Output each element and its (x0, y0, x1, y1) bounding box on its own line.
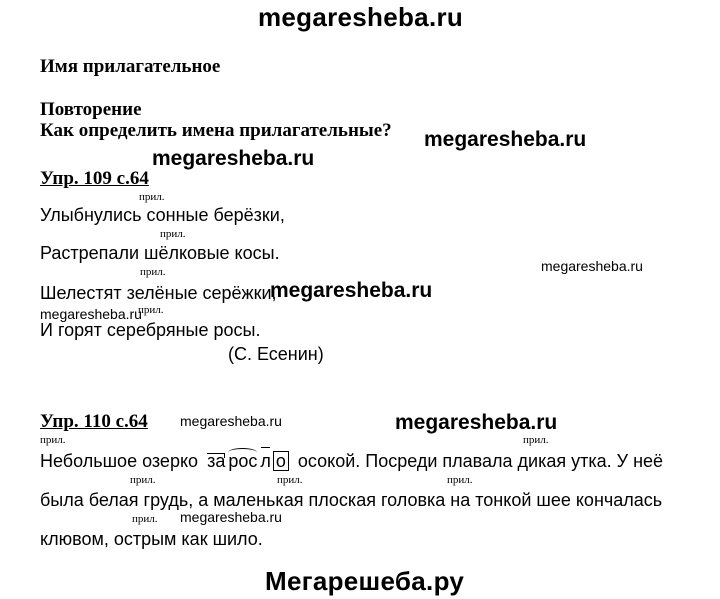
section-title: Имя прилагательное (40, 56, 221, 77)
section-question: Как определить имена прилагательные? (40, 120, 392, 141)
adjective-mark: прил. (40, 434, 66, 446)
text-line: клювом, острым как шило. (40, 529, 263, 549)
adjective-mark: прил. (140, 266, 166, 278)
adjective-mark: прил. (160, 228, 186, 240)
section-subtitle: Повторение (40, 99, 142, 120)
watermark-top: megaresheba.ru (258, 2, 464, 32)
poem-line: Растрепали шёлковые косы. (40, 243, 280, 263)
poem-line: Шелестят зелёные серёжки, (40, 283, 277, 303)
watermark: megaresheba.ru (541, 258, 643, 274)
poem-author: (С. Есенин) (228, 344, 324, 364)
watermark: megaresheba.ru (395, 411, 558, 434)
adjective-mark: прил. (277, 474, 303, 486)
exercise-number: Упр. 109 с.64 (40, 168, 149, 189)
prefix: за (207, 451, 226, 471)
adjective-mark: прил. (139, 191, 165, 203)
text-line: была белая грудь, а маленькая плоская головка на тонкой шее кончалась (40, 490, 663, 510)
watermark: megaresheba.ru (152, 147, 315, 170)
adjective-mark: прил. (523, 434, 549, 446)
root: рос (228, 451, 258, 471)
watermark-bottom: Мегарешеба.ру (265, 566, 465, 596)
poem-line: Улыбнулись сонные берёзки, (40, 205, 285, 225)
watermark: megaresheba.ru (270, 279, 433, 302)
text-fragment: Небольшое озерко (40, 451, 199, 471)
adjective-mark: прил. (132, 513, 158, 525)
poem-line: И горят серебряные росы. (40, 320, 261, 340)
watermark: megaresheba.ru (180, 509, 282, 525)
text-line (40, 451, 663, 472)
adjective-mark: прил. (130, 474, 156, 486)
watermark: megaresheba.ru (180, 413, 282, 429)
text-fragment: осокой. Посреди плавала дикая утка. У неё (297, 451, 664, 471)
watermark: megaresheba.ru (40, 306, 142, 322)
adjective-mark: прил. (447, 474, 473, 486)
suffix: л (260, 451, 271, 471)
exercise-number: Упр. 110 с.64 (40, 411, 148, 432)
adjective-mark: прил. (138, 304, 164, 316)
watermark: megaresheba.ru (424, 128, 587, 151)
word-morphemes (207, 451, 294, 471)
ending: о (273, 451, 289, 471)
